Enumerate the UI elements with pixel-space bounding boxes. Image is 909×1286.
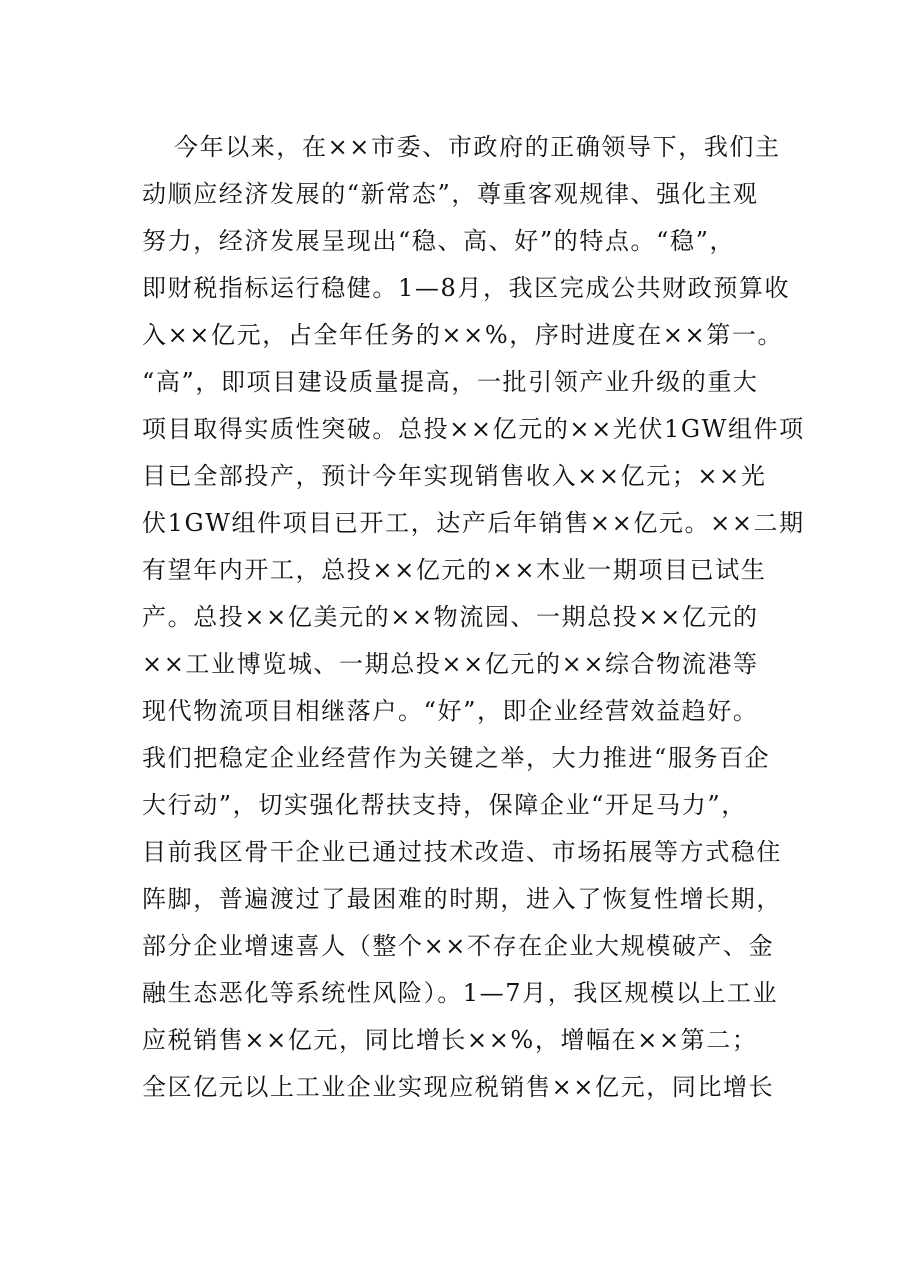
text-line: 部分企业增速喜人（整个××不存在企业大规模破产、金	[142, 932, 775, 960]
text-line: 现代物流项目相继落户。“好”，即企业经营效益趋好。	[142, 697, 759, 725]
text-line: 产。总投××亿美元的××物流园、一期总投××亿元的	[142, 603, 759, 631]
body-paragraph	[142, 124, 805, 1111]
text-line: 应税销售××亿元，同比增长××%，增幅在××第二；	[142, 1026, 758, 1054]
text-line: 努力，经济发展呈现出“稳、高、好”的特点。“稳”，	[142, 227, 736, 255]
text-line: 即财税指标运行稳健。1—8月，我区完成公共财政预算收	[142, 274, 791, 302]
text-line: 阵脚，普遍渡过了最困难的时期，进入了恢复性增长期，	[142, 885, 782, 913]
text-line: 大行动”，切实强化帮扶支持，保障企业“开足马力”，	[142, 791, 747, 819]
text-line: 项目取得实质性突破。总投××亿元的××光伏1GW组件项	[142, 415, 805, 443]
text-line: 动顺应经济发展的“新常态”，尊重客观规律、强化主观	[142, 180, 759, 208]
text-line: 融生态恶化等系统性风险）。1—7月，我区规模以上工业	[142, 979, 779, 1007]
text-line: 今年以来，在××市委、市政府的正确领导下，我们主	[174, 133, 781, 161]
text-line: 我们把稳定企业经营作为关键之举，大力推进“服务百企	[142, 744, 771, 772]
text-line: 伏1GW组件项目已开工，达产后年销售××亿元。××二期	[142, 509, 805, 537]
text-line: 目前我区骨干企业已通过技术改造、市场拓展等方式稳住	[142, 838, 782, 866]
text-line: ××工业博览城、一期总投××亿元的××综合物流港等	[142, 650, 759, 678]
text-line: 全区亿元以上工业企业实现应税销售××亿元，同比增长	[142, 1073, 775, 1101]
text-line: “高”，即项目建设质量提高，一批引领产业升级的重大	[142, 368, 759, 396]
text-line: 目已全部投产，预计今年实现销售收入××亿元；××光	[142, 462, 767, 490]
text-line: 入××亿元，占全年任务的××%，序时进度在××第一。	[142, 321, 784, 349]
text-line: 有望年内开工，总投××亿元的××木业一期项目已试生	[142, 556, 767, 584]
